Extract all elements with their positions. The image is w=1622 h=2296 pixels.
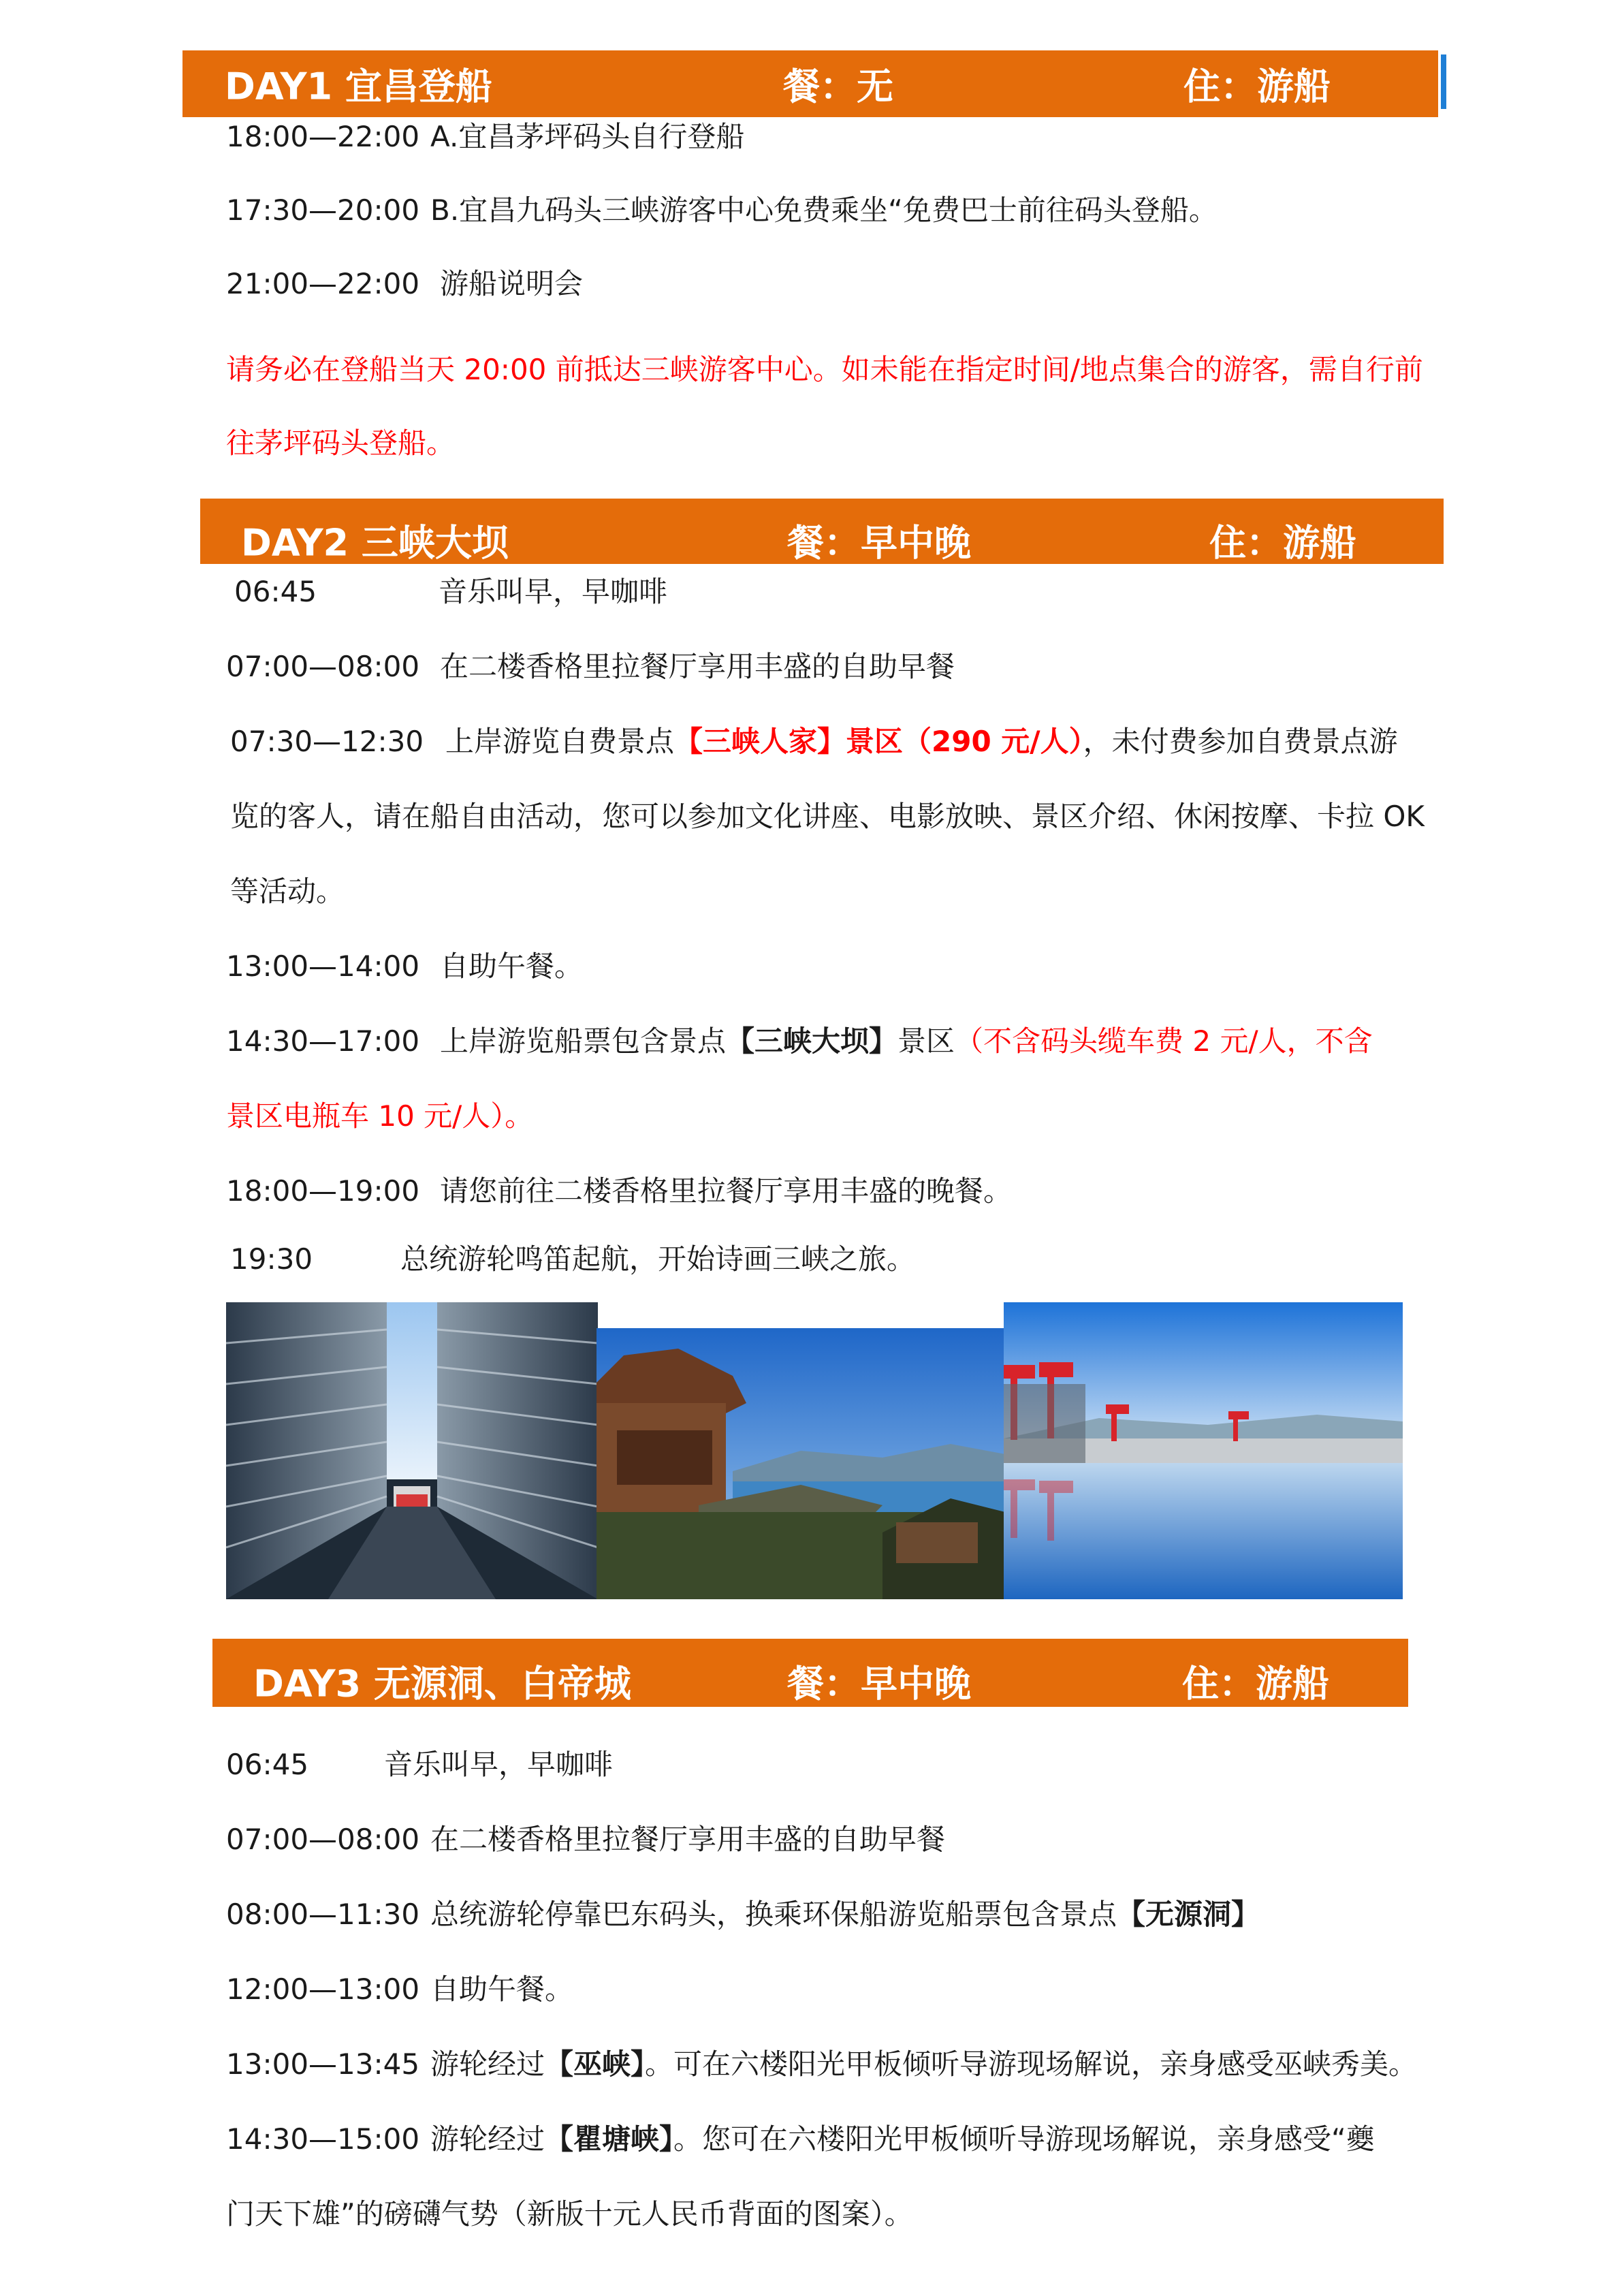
day2-stay: 住：游船	[1209, 521, 1356, 565]
day2-item-3-post: ，未付费参加自费景点游	[1083, 725, 1398, 758]
day2-header-bar	[200, 499, 1444, 564]
photo-dam-locks	[1004, 1302, 1403, 1599]
day1-notice-line1: 请务必在登船当天 20:00 前抵达三峡游客中心。如未能在指定时间/地点集合的游客，需自行前	[226, 353, 1423, 386]
day3-item-5-bold: 【巫峡】	[545, 2047, 646, 2081]
day2-item-7	[230, 1241, 915, 1278]
day2-item-5-time: 14:30—17:00	[226, 1024, 420, 1058]
day3-title: DAY3 无源洞、白帝城	[253, 1662, 631, 1705]
photo-temple-river	[597, 1328, 1005, 1599]
day1-header-bar	[182, 50, 1438, 117]
day1-item-1-text: A.宜昌茅坪码头自行登船	[430, 120, 745, 153]
day1-item-2-time: 17:30—20:00	[226, 193, 420, 227]
day3-item-4-text: 自助午餐。	[430, 1972, 574, 2006]
day3-item-6-post: 。您可在六楼阳光甲板倾听导游现场解说，亲身感受“夔	[673, 2122, 1375, 2156]
day1-item-3	[226, 266, 583, 302]
day3-item-2-time: 07:00—08:00	[226, 1823, 420, 1856]
day3-item-6-line2: 门天下雄”的磅礴气势（新版十元人民币背面的图案）。	[226, 2197, 913, 2231]
day1-item-1-time: 18:00—22:00	[226, 120, 420, 153]
photo-ship-lift	[226, 1302, 598, 1599]
day3-item-4	[226, 1971, 573, 2008]
day2-item-7-text: 总统游轮鸣笛起航，开始诗画三峡之旅。	[400, 1242, 916, 1276]
day1-header-accent	[1441, 54, 1446, 109]
day2-item-2	[226, 648, 955, 685]
day2-item-5	[226, 1023, 1373, 1060]
day1-item-1	[226, 119, 744, 155]
day3-item-6	[226, 2121, 1375, 2158]
day2-item-3-highlight: 【三峡人家】景区（290 元/人）	[674, 725, 1083, 758]
day3-item-6-bold: 【瞿塘峡】	[545, 2122, 674, 2156]
day3-item-3	[226, 1896, 1260, 1933]
day2-item-3-time: 07:30—12:30	[230, 725, 424, 758]
day3-item-6-pre: 游轮经过	[430, 2122, 545, 2156]
day3-item-5-pre: 游轮经过	[430, 2047, 545, 2081]
day2-title: DAY2 三峡大坝	[241, 521, 509, 565]
day3-item-3-pre: 总统游轮停靠巴东码头，换乘环保船游览船票包含景点	[430, 1898, 1117, 1931]
day1-meal: 餐：无	[783, 65, 893, 108]
day2-item-2-text: 在二楼香格里拉餐厅享用丰盛的自助早餐	[440, 650, 955, 683]
day1-item-3-time: 21:00—22:00	[226, 267, 420, 300]
day3-item-1-time: 06:45	[226, 1748, 309, 1781]
day2-item-6-text: 请您前往二楼香格里拉餐厅享用丰盛的晚餐。	[440, 1174, 1013, 1208]
day2-item-7-time: 19:30	[230, 1242, 313, 1276]
day3-item-5-post: 。可在六楼阳光甲板倾听导游现场解说，亲身感受巫峡秀美。	[645, 2047, 1418, 2081]
day3-item-3-time: 08:00—11:30	[226, 1898, 420, 1931]
day2-item-3	[230, 723, 1398, 760]
day3-item-2	[226, 1821, 945, 1858]
day1-title: DAY1 宜昌登船	[225, 65, 492, 108]
day3-item-5-time: 13:00—13:45	[226, 2047, 420, 2081]
day1-item-3-text: 游船说明会	[440, 267, 584, 300]
day2-item-1	[234, 573, 667, 610]
day2-item-5-red: （不含码头缆车费 2 元/人，不含	[955, 1024, 1373, 1058]
day3-stay: 住：游船	[1182, 1662, 1329, 1705]
day2-item-5-mid: 景区	[897, 1024, 955, 1058]
day2-item-3-pre: 上岸游览自费景点	[445, 725, 675, 758]
day2-item-3-line3: 等活动。	[230, 875, 345, 908]
day2-item-6-time: 18:00—19:00	[226, 1174, 420, 1208]
day2-item-5-bold: 【三峡大坝】	[726, 1024, 898, 1058]
day3-item-1-text: 音乐叫早，早咖啡	[384, 1748, 614, 1781]
day2-item-5-pre: 上岸游览船票包含景点	[440, 1024, 727, 1058]
day2-item-4-time: 13:00—14:00	[226, 949, 420, 983]
day2-item-3-line2: 览的客人，请在船自由活动，您可以参加文化讲座、电影放映、景区介绍、休闲按摩、卡拉 OK	[230, 800, 1425, 833]
day3-item-2-text: 在二楼香格里拉餐厅享用丰盛的自助早餐	[430, 1823, 946, 1856]
day3-item-6-time: 14:30—15:00	[226, 2122, 420, 2156]
day1-stay: 住：游船	[1183, 65, 1331, 108]
day2-item-6	[226, 1173, 1012, 1210]
day2-item-4-text: 自助午餐。	[440, 949, 584, 983]
day2-item-1-text: 音乐叫早，早咖啡	[439, 575, 668, 608]
day1-item-2-text: B.宜昌九码头三峡游客中心免费乘坐“免费巴士前往码头登船。	[430, 193, 1218, 227]
day2-item-4	[226, 948, 583, 985]
day3-item-3-bold: 【无源洞】	[1117, 1898, 1260, 1931]
day2-item-2-time: 07:00—08:00	[226, 650, 420, 683]
day3-item-5	[226, 2046, 1417, 2083]
day2-item-1-time: 06:45	[234, 575, 317, 608]
day1-notice-line2: 往茅坪码头登船。	[226, 426, 456, 460]
day3-meal: 餐：早中晚	[787, 1662, 971, 1705]
day3-item-1	[226, 1746, 613, 1783]
day2-item-5-line2: 景区电瓶车 10 元/人）。	[226, 1099, 534, 1133]
day1-item-2	[226, 192, 1218, 229]
day3-item-4-time: 12:00—13:00	[226, 1972, 420, 2006]
day2-meal: 餐：早中晚	[787, 521, 971, 565]
day3-header-bar	[212, 1639, 1408, 1707]
